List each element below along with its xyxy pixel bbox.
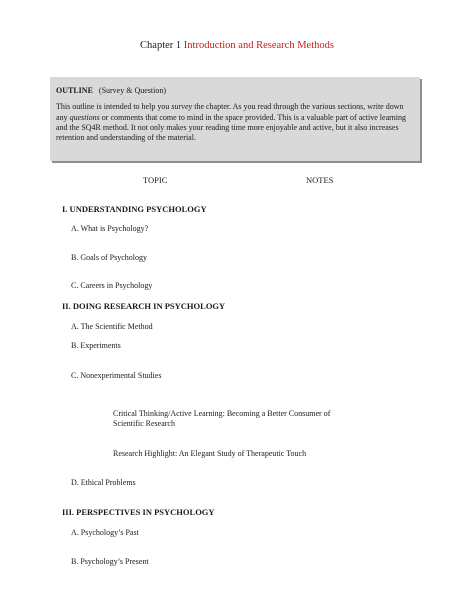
outline-sublabel: (Survey & Question): [98, 86, 167, 95]
topic-item: B. Goals of Psychology: [71, 253, 147, 262]
column-header-topic: TOPIC: [143, 175, 168, 185]
outline-text-part-2: the chapter. As you read through the various sections, write down any: [56, 102, 404, 122]
outline-box: [50, 77, 420, 161]
outline-text-questions: questions: [69, 112, 100, 122]
section-heading: II. DOING RESEARCH IN PSYCHOLOGY: [62, 301, 226, 311]
topic-item: B. Experiments: [71, 341, 121, 350]
topic-item: A. The Scientific Method: [71, 322, 153, 331]
chapter-name: Introduction and Research Methods: [183, 40, 334, 51]
topic-subitem: Research Highlight: An Elegant Study of Therapeutic Touch: [113, 449, 307, 458]
topic-item: A. What is Psychology?: [71, 224, 149, 233]
chapter-number: Chapter 1: [140, 40, 182, 51]
topic-item: B. Psychology’s Present: [71, 557, 149, 566]
topic-item: A. Psychology’s Past: [71, 528, 139, 537]
topic-subitem: Critical Thinking/Active Learning: Becoming a Better Consumer of Scientific Research: [113, 409, 331, 429]
outline-text-part-3: or comments that come to mind in the space provided. This is a valuable part of active learning and the SQ4R method. It not only makes your reading time more enjoyable and active, but it also increases retention and understanding of the material.: [56, 112, 407, 143]
outline-text: [56, 102, 414, 143]
outline-label: OUTLINE: [56, 86, 93, 95]
section-heading: I. UNDERSTANDING PSYCHOLOGY: [62, 204, 207, 214]
topic-item: D. Ethical Problems: [71, 478, 136, 487]
topic-item: C. Careers in Psychology: [71, 281, 153, 290]
topic-item: C. Nonexperimental Studies: [71, 371, 162, 380]
section-heading: III. PERSPECTIVES IN PSYCHOLOGY: [62, 507, 215, 517]
outline-heading: [56, 86, 414, 96]
column-header-notes: NOTES: [306, 175, 334, 185]
chapter-title: [0, 40, 474, 51]
outline-text-part-1: This outline is intended to help you: [56, 102, 172, 112]
outline-text-survey: survey: [171, 102, 193, 112]
